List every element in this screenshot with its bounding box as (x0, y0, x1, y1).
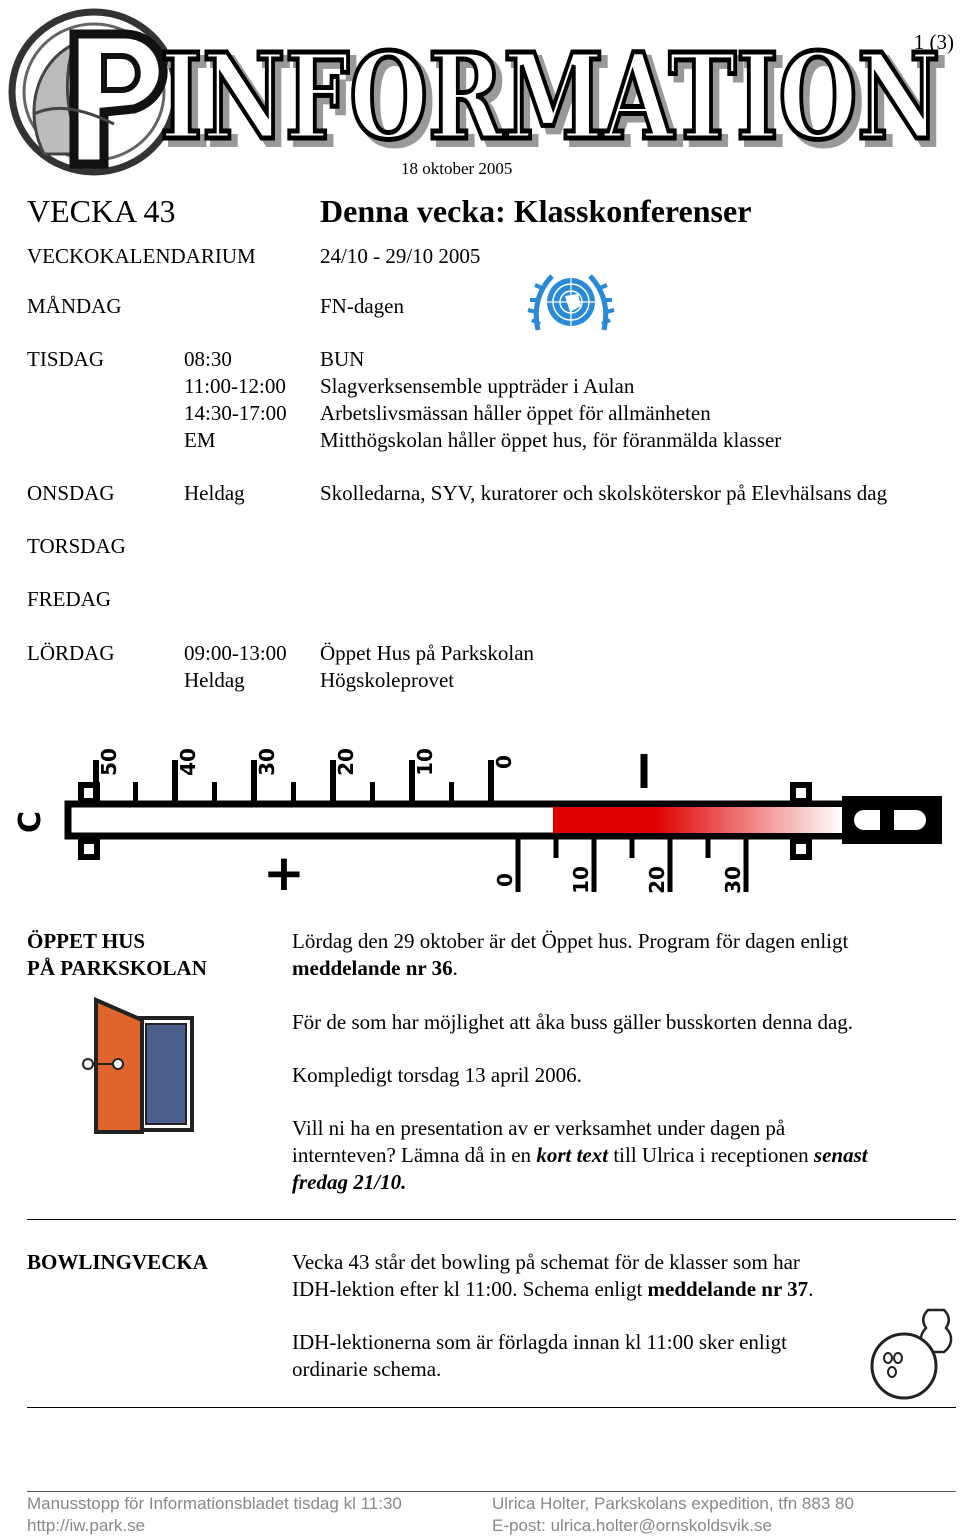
footer-contact: Ulrica Holter, Parkskolans expedition, tfn 883 80 (492, 1494, 854, 1513)
meddelande-reference: meddelande nr 37 (647, 1277, 809, 1301)
bowling-heading: BOWLINGVECKA (27, 1250, 208, 1274)
open-house-paragraph-4-line2: internteven? Lämna då in en kort text till Ulrica i receptionen senast (292, 1143, 868, 1167)
un-emblem-icon (526, 268, 616, 346)
calendar-range: 24/10 - 29/10 2005 (320, 244, 481, 268)
svg-text:INFORMATION: INFORMATION (166, 33, 946, 160)
scale-label: 30 (255, 748, 279, 776)
scale-label: 0 (493, 873, 517, 887)
scale-label: 40 (176, 748, 200, 776)
event-description: Skolledarna, SYV, kuratorer och skolsköterskor på Elevhälsans dag (320, 481, 888, 505)
masthead-title (150, 22, 950, 160)
event-description: Mitthögskolan håller öppet hus, för föranmälda klasser (320, 428, 782, 452)
event-time: Heldag (184, 668, 245, 692)
issue-date: 18 oktober 2005 (401, 159, 513, 178)
event-time: 08:30 (184, 347, 232, 371)
open-house-paragraph-1-ref: meddelande nr 36. (292, 956, 458, 980)
event-description: BUN (320, 347, 365, 371)
meddelande-reference: meddelande nr 36 (292, 956, 453, 980)
open-house-paragraph-2: För de som har möjlighet att åka buss gäller busskorten denna dag. (292, 1010, 854, 1034)
scale-label: 0 (492, 755, 516, 769)
footer-email[interactable]: E-post: ulrica.holter@ornskoldsvik.se (492, 1516, 772, 1535)
day-label-saturday: LÖRDAG (27, 641, 115, 665)
scale-label: 10 (413, 748, 437, 776)
section-divider (27, 1407, 956, 1408)
week-headline: Denna vecka: Klasskonferenser (320, 193, 752, 229)
scale-label: 20 (645, 866, 669, 894)
plus-sign: + (263, 844, 305, 900)
bowling-paragraph-1-line1: Vecka 43 står det bowling på schemat för de klasser som har (292, 1250, 800, 1274)
scale-label: 30 (721, 866, 745, 894)
bowling-paragraph-1-line2: IDH-lektion efter kl 11:00. Schema enligt meddelande nr 37. (292, 1277, 814, 1301)
event-description: Öppet Hus på Parkskolan (320, 641, 535, 665)
footer-deadline: Manusstopp för Informationsbladet tisdag kl 11:30 (27, 1494, 402, 1513)
scale-label: 10 (569, 866, 593, 894)
footer-website[interactable]: http://iw.park.se (27, 1516, 146, 1535)
monday-event: FN-dagen (320, 294, 404, 318)
event-time: 14:30-17:00 (184, 401, 287, 425)
week-number: VECKA 43 (27, 193, 176, 229)
footer-divider (27, 1491, 956, 1492)
open-house-paragraph-3: Kompledigt torsdag 13 april 2006. (292, 1063, 582, 1087)
mercury-fill (553, 807, 843, 833)
open-house-deadline: fredag 21/10. (292, 1170, 407, 1194)
calendar-title: VECKOKALENDARIUM (27, 244, 256, 268)
event-time: 09:00-13:00 (184, 641, 287, 665)
day-label-thursday: TORSDAG (27, 534, 126, 558)
bowling-ball-icon (862, 1306, 958, 1402)
event-time: Heldag (184, 481, 245, 505)
event-description: Arbetslivsmässan håller öppet för allmänheten (320, 401, 711, 425)
event-description: Slagverksensemble uppträder i Aulan (320, 374, 635, 398)
thermometer-illustration (0, 740, 960, 900)
day-label-wednesday: ONSDAG (27, 481, 115, 505)
scale-label: 50 (97, 748, 121, 776)
day-label-monday: MÅNDAG (27, 294, 122, 318)
day-label-tuesday: TISDAG (27, 347, 104, 371)
unit-label: C (13, 810, 48, 834)
page-number: 1 (3) (913, 30, 954, 54)
open-house-heading-line1: ÖPPET HUS (27, 929, 146, 953)
event-time: 11:00-12:00 (184, 374, 286, 398)
event-description: Högskoleprovet (320, 668, 455, 692)
open-door-icon (76, 996, 200, 1140)
open-house-paragraph-4-line1: Vill ni ha en presentation av er verksamhet under dagen på (292, 1116, 786, 1140)
open-house-paragraph-1-text: Lördag den 29 oktober är det Öppet hus. Program för dagen enligt (292, 929, 849, 953)
day-label-friday: FREDAG (27, 587, 112, 611)
section-divider (27, 1219, 956, 1220)
open-house-heading-line2: PÅ PARKSKOLAN (27, 956, 207, 980)
event-time: EM (184, 428, 216, 452)
bowling-paragraph-2-line1: IDH-lektionerna som är förlagda innan kl 11:00 sker enligt (292, 1330, 787, 1354)
svg-text:INFORMATION: INFORMATION (160, 27, 940, 160)
scale-label: 20 (334, 748, 358, 776)
bowling-paragraph-2-line2: ordinarie schema. (292, 1357, 442, 1381)
